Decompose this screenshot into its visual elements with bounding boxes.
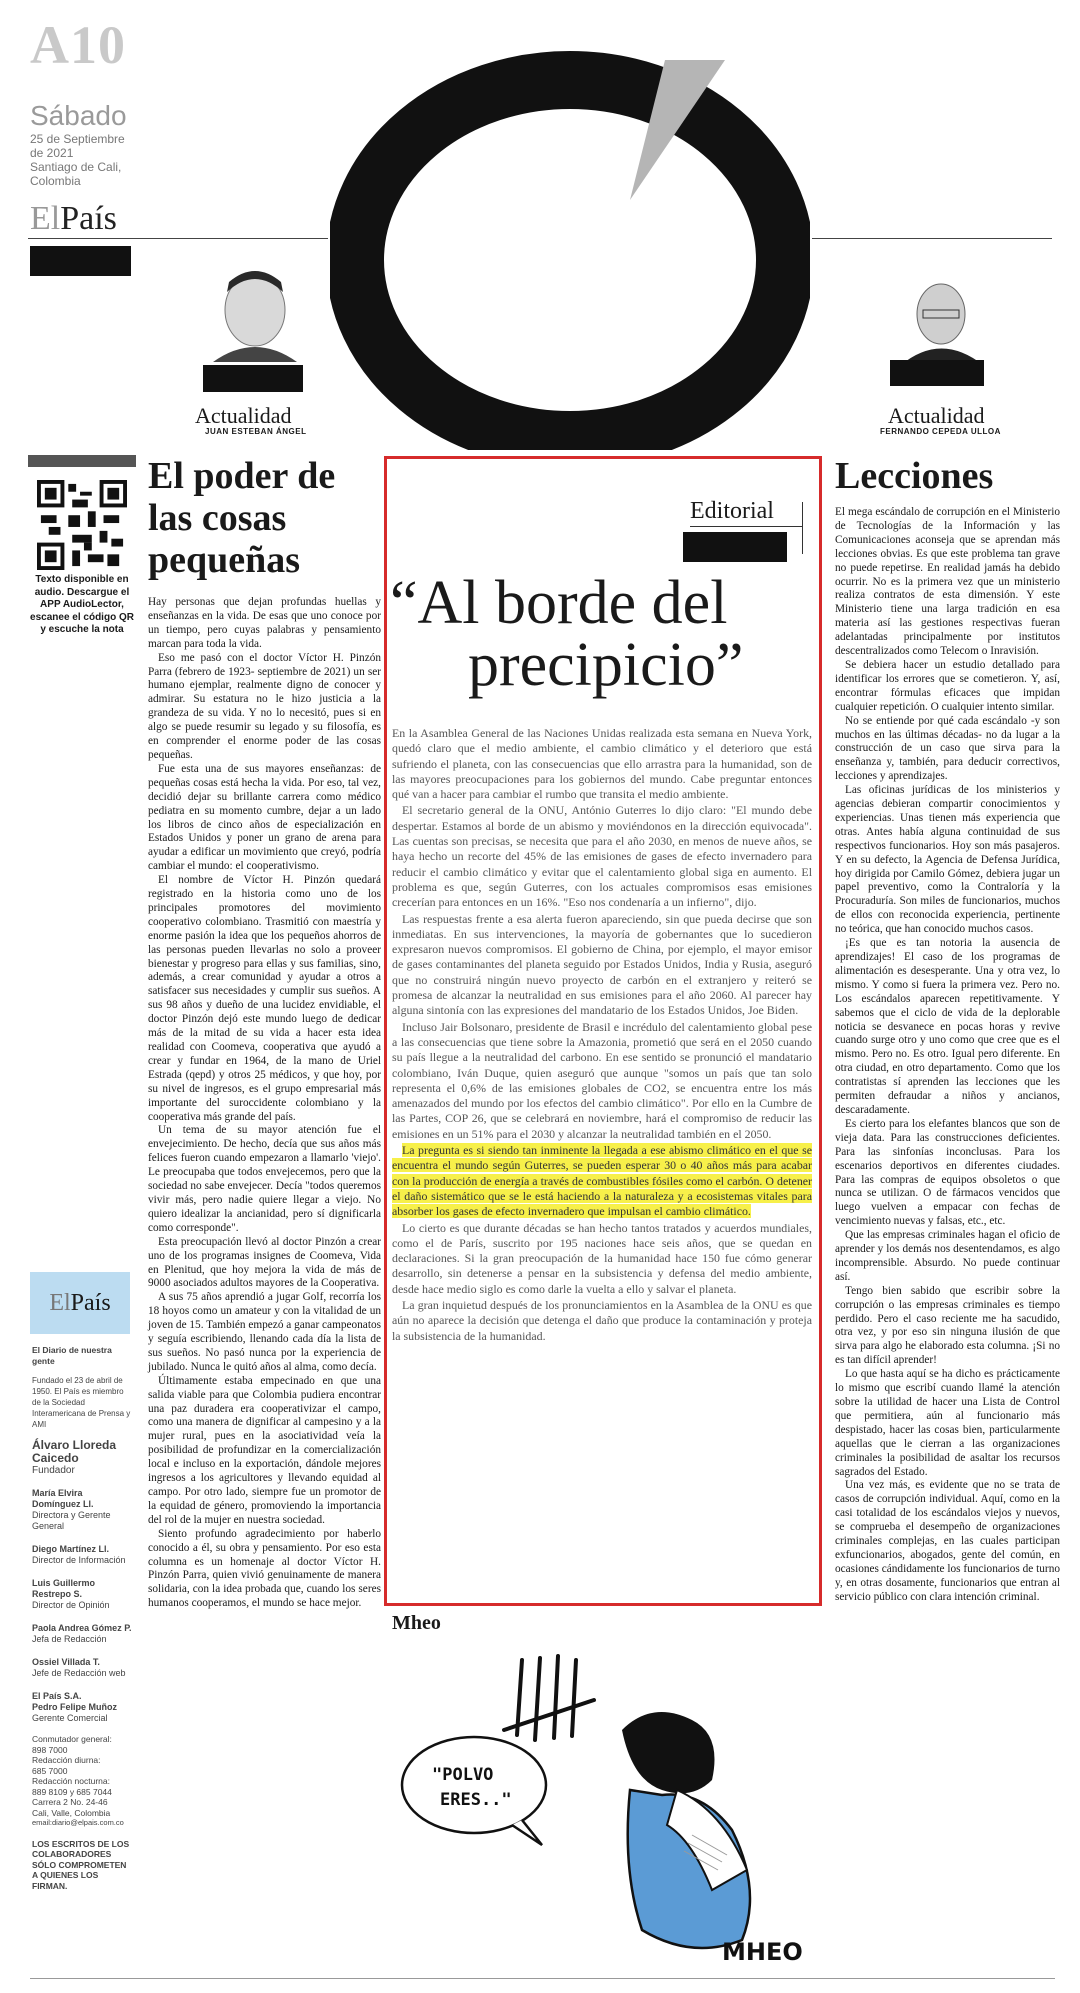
contact-info: Conmutador general: 898 7000 Redacción diurna: 685 7000 Redacción nocturna: 889 8109 y 685 7044 Carrera 2 No. 24-46 Cali, Valle, Colombia email:diario@elpais.com.co xyxy=(32,1734,124,1827)
paragraph: Siento profundo agradecimiento por haberlo conocido a él, su obra y pensamiento. Por eso esta columna es un homenaje al doctor Víctor H. Pinzón Parra, quien vivió genuinamente de manera solidaria, con la idea probada que, cuando los seres humanos cooperamos, el mundo se hace mejor. xyxy=(148,1527,381,1610)
paragraph: Tengo bien sabido que escribir sobre la corrupción o las empresas criminales es tiempo perdido. Pero el caso reciente me ha sacudido, otra vez, y por eso sin ninguna ilusión de que sirva para algo he elaborado esta columna. ¡Si no es tan difícil aprender! xyxy=(835,1284,1060,1367)
editorial-label-rule xyxy=(690,526,802,527)
author-photo-left xyxy=(203,262,307,362)
paragraph: El mega escándalo de corrupción en el Ministerio de Tecnologías de la Información y las Comunicaciones aconseja que se aprendan más lecciones obvias. Es que este problema tan grave no puede repetirse. En realidad jamás ha debido ocurrir. No es la primera vez que un ministerio realiza contratos de esta dimensión. Y este Ministerio tiene una larga tradición en esa materia así las gestiones respectivas fueran adelantadas principalmente por institutos descentralizados como Telecom o Inravisión. xyxy=(835,506,1060,658)
redaction-bar xyxy=(30,246,131,276)
edition-date: 25 de Septiembre de 2021 Santiago de Cali, Colombia xyxy=(30,132,125,188)
staff-entry: Ossiel Villada T. Jefe de Redacción web xyxy=(32,1657,126,1678)
founder-role: Fundador xyxy=(32,1465,75,1476)
paragraph: La gran inquietud después de los pronunciamientos en la Asamblea de la ONU es que aún no aparece la decisión que detenga el daño que produce la contaminación y proteja la subsistencia de la humanidad. xyxy=(392,1297,812,1343)
cartoon-label: Mheo xyxy=(392,1612,441,1634)
paragraph: Las respuestas frente a esa alerta fueron apareciendo, sin que pueda decirse que son inmediatas. En sus intervenciones, la mayoría de gobernantes que lo sucedieron expresaron nuevos compromisos. El gobierno de China, por ejemplo, el mayor emisor de gases contaminantes del planeta seguido por Estados Unidos, India y Rusia, aseguró que no construirá ningún nuevo proyecto de carbón en el extranjero y reiteró se promesa de alcanzar la neutralidad en sus emisiones para el año 2060. Al parecer hay alguna sintonía con las expresiones del mandatario de los Estados Unidos, Joe Biden. xyxy=(392,911,812,1018)
staff-entry: María Elvira Domínguez Ll. Directora y Gerente General xyxy=(32,1488,111,1531)
paragraph: El secretario general de la ONU, António Guterres lo dijo claro: "El mundo debe despertar. Estamos al borde de un abismo y moviéndonos en la dirección equivocada". Las cuentas son precisas, se necesita que para el año 2030, en menos de nueve años, se haya hecho un recorte del 45% de las emisiones de gases de efecto invernadero para reducir el cambio climático y evitar que el calentamiento global siga en aumento. El problema es que, según Guterres, con los actuales compromisos esas emisiones crecerían para entonces en un 16%. "Eso nos condenaría a un infierno", dijo. xyxy=(392,803,812,910)
left-article-body xyxy=(148,596,381,1611)
author-name-right: FERNANDO CEPEDA ULLOA xyxy=(880,427,1001,436)
paragraph: Es cierto para los elefantes blancos que son de vieja data. Para las construcciones deficientes. Para las sinfonías inconclusas. Para los escenarios deportivos en diferentes ciudades. Para las compras de equipos obsoletos o que nunca se utilizan. O de fármacos vencidos que luego vuelven a empacar con fechas de vencimiento nuevas y falsas, etc., etc. xyxy=(835,1117,1060,1228)
page-number: A10 xyxy=(30,15,126,75)
paragraph: Fue esta una de sus mayores enseñanzas: de pequeñas cosas está hecha la vida. Por eso, tal vez, decidió dejar su brillante carrera como médico pediatra en su momento cumbre, dejar a un lado los libros de cinco años de especialización en Estados Unidos y poner un grano de arena para ayudar a edificar un movimiento que creyó, podría cambiar el mundo: el cooperativismo. xyxy=(148,762,381,873)
staff-entry: Luis Guillermo Restrepo S. Director de Opinión xyxy=(32,1578,110,1610)
paragraph: No se entiende por qué cada escándalo -y son muchos en las últimas décadas- no da lugar a la construcción de un caso que sirva para la enseñanza y, también, para deducir correctivos, lecciones y aprendizajes. xyxy=(835,714,1060,783)
paragraph: Que las empresas criminales hagan el oficio de aprender y los demás nos desentendamos, es algo incomprensible. Absurdo. No puede continuar así. xyxy=(835,1229,1060,1283)
company-name: El País S.A. xyxy=(32,1691,82,1701)
founder-name: Álvaro Lloreda Caicedo xyxy=(32,1438,117,1465)
speech-line-2: ERES.." xyxy=(440,1790,512,1810)
author-name-left: JUAN ESTEBAN ÁNGEL xyxy=(205,427,307,436)
author-photo-right xyxy=(893,270,990,365)
editorial-label: Editorial xyxy=(690,498,774,524)
header-rule-right xyxy=(812,238,1052,239)
section-label-right: Actualidad xyxy=(888,403,985,428)
editorial-body xyxy=(392,726,812,1345)
highlighted-paragraph: La pregunta es si siendo tan inminente la llegada a ese abismo climático en el que se encuentra el mundo según Guterres, se pueden esperar 30 o 40 años más para acabar con la producción de energía a través de combustibles fósiles como el carbón. O detener el daño sistemático que se le está haciendo a la naturaleza y a ecosistemas vitales para absorber los gases de efecto invernadero que impulsan el cambio climático. xyxy=(392,1143,812,1219)
cartoon-illustration xyxy=(392,1640,822,1980)
editorial-title: “Al borde del precipicio” xyxy=(390,569,744,699)
qr-caption: Texto disponible en audio. Descargue el APP AudioLector, escanee el código QR y escuche la nota xyxy=(30,574,134,635)
qr-top-bar xyxy=(28,455,136,467)
section-label-left: Actualidad xyxy=(195,403,292,428)
founded-text: Fundado el 23 de abril de 1950. El País es miembro de la Sociedad Interamericana de Prensa y AMI xyxy=(32,1376,131,1429)
right-article-title: Lecciones xyxy=(835,455,994,497)
right-article-body xyxy=(835,506,1060,1605)
newspaper-logo: ElPaís xyxy=(30,200,117,237)
staff-entry: Paola Andrea Gómez P. Jefa de Redacción xyxy=(32,1623,132,1644)
editorial-label-rule-v xyxy=(802,502,803,554)
redaction-bar xyxy=(203,365,303,392)
paragraph: El nombre de Víctor H. Pinzón quedará registrado en la historia como uno de los principales promotores del movimiento cooperativo colombiano. Trasmitió con maestría y enorme pasión la idea que los pequeños ahorros de las personas pueden llevarlas no solo a proveer bienestar y progreso para ellas y sus familias, sino, además, a crear comunidad y ayudar a otros a satisfacer sus necesidades y cumplir sus sueños. A sus 98 años y dueño de una lucidez envidiable, el doctor Pinzón dejó este mundo luego de dedicar más de la mitad de su vida a hacer esta idea realidad con Coomeva, cooperativa que ayudó a crear y fundar en 1964, de la mano de Uriel Estrada (qepd) y otros 25 médicos, y que hoy, por su nivel de ingresos, es el grupo empresarial más importante del suroccidente colombiano y la cooperativa más grande del país. xyxy=(148,874,381,1123)
disclaimer: LOS ESCRITOS DE LOS COLABORADORES SÓLO COMPROMETEN A QUIENES LOS FIRMAN. xyxy=(32,1838,130,1891)
tagline: El Diario de nuestra gente xyxy=(32,1345,112,1366)
paragraph: Esta preocupación llevó al doctor Pinzón a crear uno de los programas insignes de Coomeva, Vida en Plenitud, que hoy mejora la vida de más de 9000 asociados adultos mayores de la Cooperativa. xyxy=(148,1235,381,1290)
paragraph: Una vez más, es evidente que no se trata de casos de corrupción individual. Aquí, como en la casi totalidad de los escándalos viejos y nuevos, se comprueba el desempeño de organizaciones criminales complejas, en las cuales participan exfuncionarios, abogados, gente del común, en ocasiones cándidamente los funcionarios de turno y, en otras dosamente, funcionarios que entran al servicio público con clara intención criminal. xyxy=(835,1479,1060,1603)
manager-name: Pedro Felipe Muñoz xyxy=(32,1702,118,1712)
staff-entry: Diego Martínez Ll. Director de Información xyxy=(32,1544,126,1565)
paragraph: Últimamente estaba empecinado en que una salida viable para que Colombia pudiera encontrar una paz duradera era cooperativizar el campo, como una manera de dignificar al campesino y a la mujer rural, pues en la asociatividad veía la posibilidad de profundizar en la comercialización local e incluso en la exportación, dándole mejores ingresos a los agricultores y llevando equidad al campo. Por otro lado, siempre fue un promotor de la equidad de género, promoviendo la importancia del rol de la mujer en nuestra sociedad. xyxy=(148,1374,381,1526)
cartoon-signature: MHEO xyxy=(722,1938,803,1966)
paragraph: ¡Es que es tan notoria la ausencia de aprendizajes! El caso de los programas de alimentación es desesperante. Una y otra vez, lo mismo. Y como si fuera la primera vez. Pero no. Los escándalos aparecen repetitivamente. Y sabemos que el ciclo de vida de la deplorable noticia se desvanece en pocas horas y revive cuando surge otro y uno como que cree que es el mismo. Pero no. Es otro. Igual pero diferente. En otra ciudad, en otro departamento. Como que los contratistas sí aprenden las lecciones que les permiten defraudar a niños y ancianos, descaradamente. xyxy=(835,937,1060,1116)
edition-day: Sábado xyxy=(30,100,127,131)
paragraph: Se debiera hacer un estudio detallado para identificar los errores que se cometieron. Y, así, encontrar fórmulas eficaces que impidan cualquier repetición. O cualquier intento similar. xyxy=(835,658,1060,713)
left-article-title: El poder de las cosas pequeñas xyxy=(148,455,336,581)
paragraph: Lo que hasta aquí se ha dicho es prácticamente lo mismo que escribí cuando llamé la atención sobre la utilidad de hacer una Lista de Control que permitiera, aún al funcionario más despistado, hacer las cosas bien, particularmente aquellas que le cierran a las organizaciones criminales la posibilidad de asaltar los recursos sagrados del Estado. xyxy=(835,1368,1060,1478)
sidebar-masthead xyxy=(32,1345,132,1891)
redaction-bar xyxy=(683,532,787,562)
manager-role: Gerente Comercial xyxy=(32,1713,108,1723)
paragraph: Lo cierto es que durante décadas se han hecho tantos tratados y acuerdos mundiales, como el de París, suscrito por 195 naciones hace seis años, que se quedan en declaraciones. Si la gran preocupación de la humanidad hace 150 fue cómo generar desarrollo, sin detenerse a pensar en la subsistencia y defensa del medio ambiente, desde hace medio siglo es como darle la vuelta a ello y salvar el planeta. xyxy=(392,1220,812,1296)
footer-rule xyxy=(30,1978,1055,1979)
opinion-big-o xyxy=(330,50,810,450)
qr-code xyxy=(36,480,128,570)
paragraph: A sus 75 años aprendió a jugar Golf, recorría los 18 hoyos como un amateur y con la vitalidad de un joven de 15. También empezó a ganar campeonatos y seguía escribiendo, llenando cada día la lista de sus sueños. No pasó nunca por la experiencia de jubilado. Nunca le quitó años al alma, como decía. xyxy=(148,1291,382,1373)
speech-line-1: "POLVO xyxy=(432,1765,494,1785)
paragraph: En la Asamblea General de las Naciones Unidas realizada esta semana en Nueva York, quedó claro que el medio ambiente, el cambio climático y el deterioro que está sufriendo el planeta, con las consecuencias que ello arrastra para la humanidad, son de las mayores preocupaciones para los gobiernos del mundo. Cabe preguntar entonces qué van a hacer para cambiar el rumbo que transita el medio ambiente. xyxy=(392,726,812,802)
redaction-bar xyxy=(890,360,984,386)
header-rule-left xyxy=(28,238,328,239)
paragraph: Un tema de su mayor atención fue el envejecimiento. De hecho, decía que sus años más felices fueron cuando empezaron a llamarlo 'viejo'. Le preocupaba que todos envejecemos, pero que la sociedad no sabe envejecer. Decía "todos queremos vivir más, pero nadie quiere llegar a viejo. No quiero idealizar la ancianidad, pero sí dignificarla como corresponde". xyxy=(148,1124,381,1234)
sidebar-logo-box: El País xyxy=(30,1272,130,1334)
paragraph: Eso me pasó con el doctor Víctor H. Pinzón Parra (febrero de 1923- septiembre de 2021) un ser humano ejemplar, realmente digno de conocer y admirar. Su estatura no le hizo justicia a la grandeza de su vida. Y no lo necesitó, pues si en algo se puede resumir su legado y su filosofía, es en comprender el enorme poder de las cosas pequeñas. xyxy=(148,651,381,761)
paragraph: Las oficinas jurídicas de los ministerios y agencias debieran compartir conocimientos y experiencias. Unas tienen más experiencia que otras. Antes había alguna continuidad de sus respectivos funcionarios. Hoy son más pasajeros. Y en su defecto, la Agencia de Defensa Jurídica, hoy dirigida por Camilo Gómez, debiera jugar un papel preventivo, como la Contraloría y la Procuraduría. Son miles de funcionarios, muchos de ellos con reconocida experiencia, pertinente no teórica, que han conocido muchos casos. xyxy=(835,784,1060,936)
paragraph: Incluso Jair Bolsonaro, presidente de Brasil e incrédulo del calentamiento global pese a las consecuencias que tiene sobre la Amazonia, prometió que será en el 2050 cuando su país llegue a la neutralidad del carbono. En ese sentido se pronunció el mandatario colombiano, Iván Duque, quien aseguró que aunque "somos un país que tan solo representa el 0,6% de las emisiones globales de CO2, se encuentra entre los más amenazados del mundo por los efectos del cambio climático". Por ello en la Cumbre de las Partes, COP 26, que se celebrará en noviembre, hará el compromiso de reducir las emisiones en un 51% para el 2030 y alcanzar la neutralidad también en el 2050. xyxy=(392,1019,812,1141)
paragraph: Hay personas que dejan profundas huellas y enseñanzas en la vida. De esas que uno conoce por un tiempo, pero cuyas palabras y pensamiento marcan para toda la vida. xyxy=(148,596,381,650)
